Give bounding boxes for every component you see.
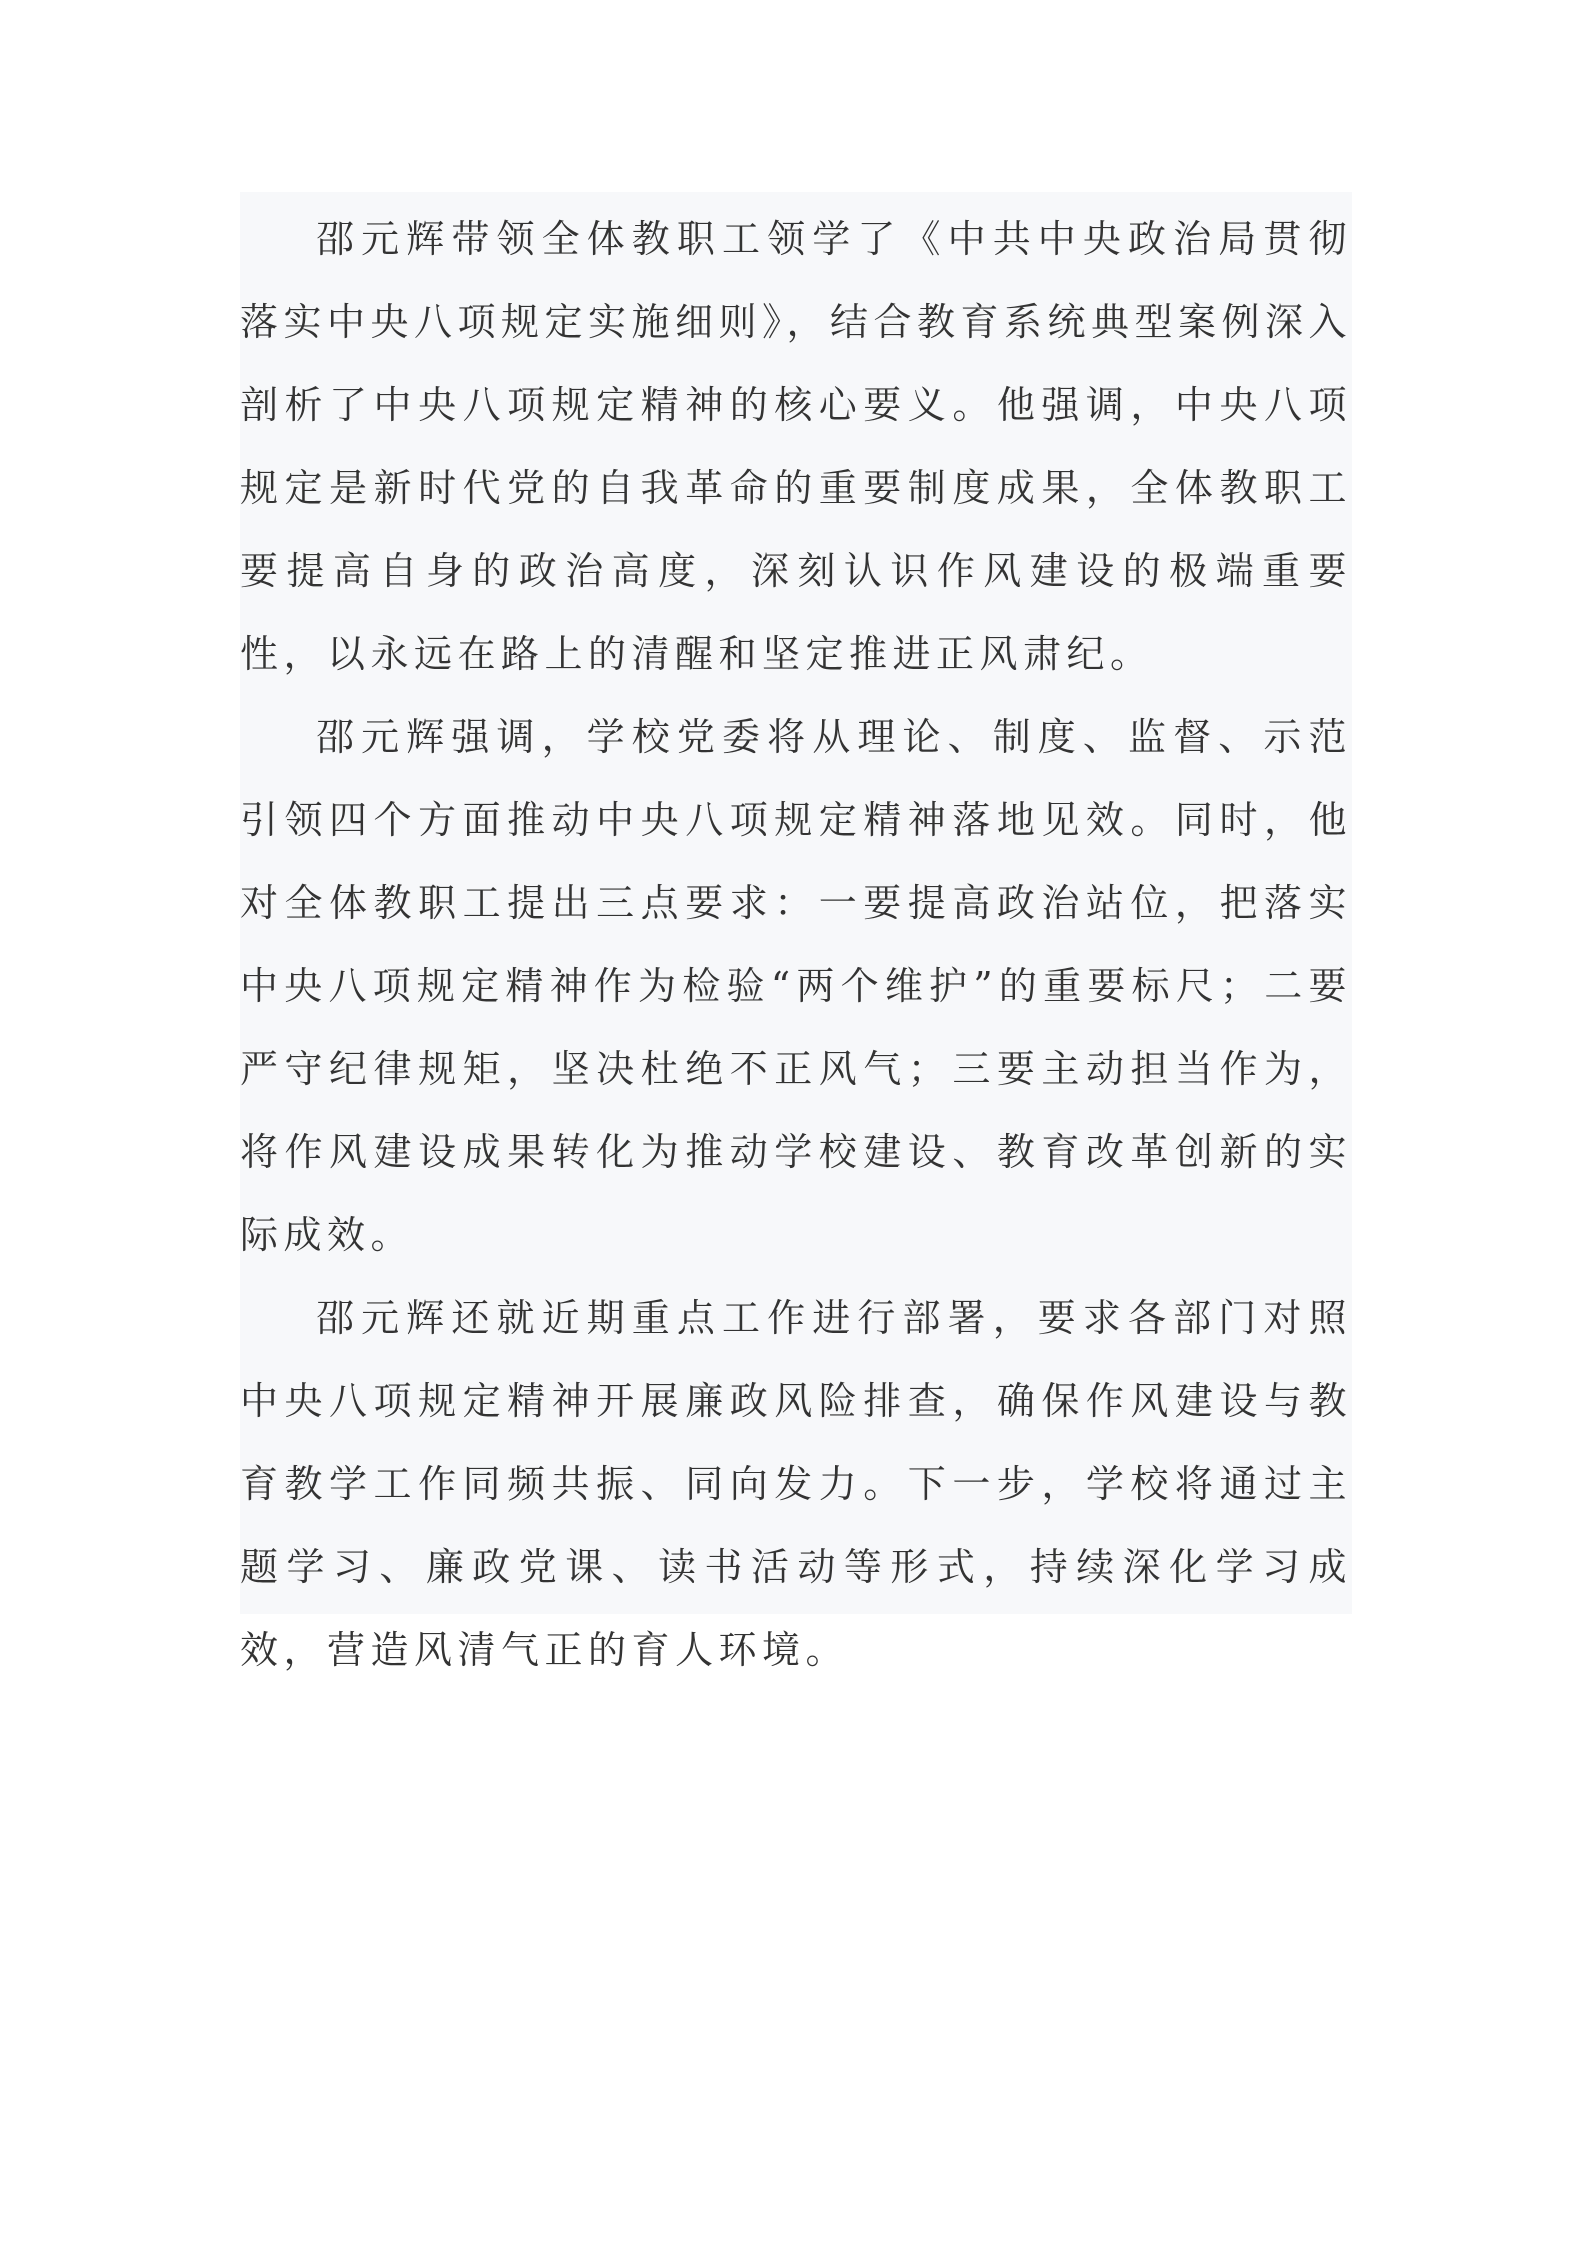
paragraph-2: 邵元辉强调，学校党委将从理论、制度、监督、示范引领四个方面推动中央八项规定精神落地见效。同时，他对全体教职工提出三点要求：一要提高政治站位，把落实中央八项规定精神作为检验“两个维护”的重要标尺；二要严守纪律规矩，坚决杜绝不正风气；三要主动担当作为，将作风建设成果转化为推动学校建设、教育改革创新的实际成效。 (240, 715, 1352, 1257)
article-body (240, 192, 1353, 1672)
paragraph-1: 邵元辉带领全体教职工领学了《中共中央政治局贯彻落实中央八项规定实施细则》，结合教育系统典型案例深入剖析了中央八项规定精神的核心要义。他强调，中央八项规定是新时代党的自我革命的重要制度成果，全体教职工要提高自身的政治高度，深刻认识作风建设的极端重要性，以永远在路上的清醒和坚定推进正风肃纪。 (240, 217, 1353, 676)
paragraph-3: 邵元辉还就近期重点工作进行部署，要求各部门对照中央八项规定精神开展廉政风险排查，确保作风建设与教育教学工作同频共振、同向发力。下一步，学校将通过主题学习、廉政党课、读书活动等形式，持续深化学习成效，营造风清气正的育人环境。 (240, 1296, 1352, 1672)
